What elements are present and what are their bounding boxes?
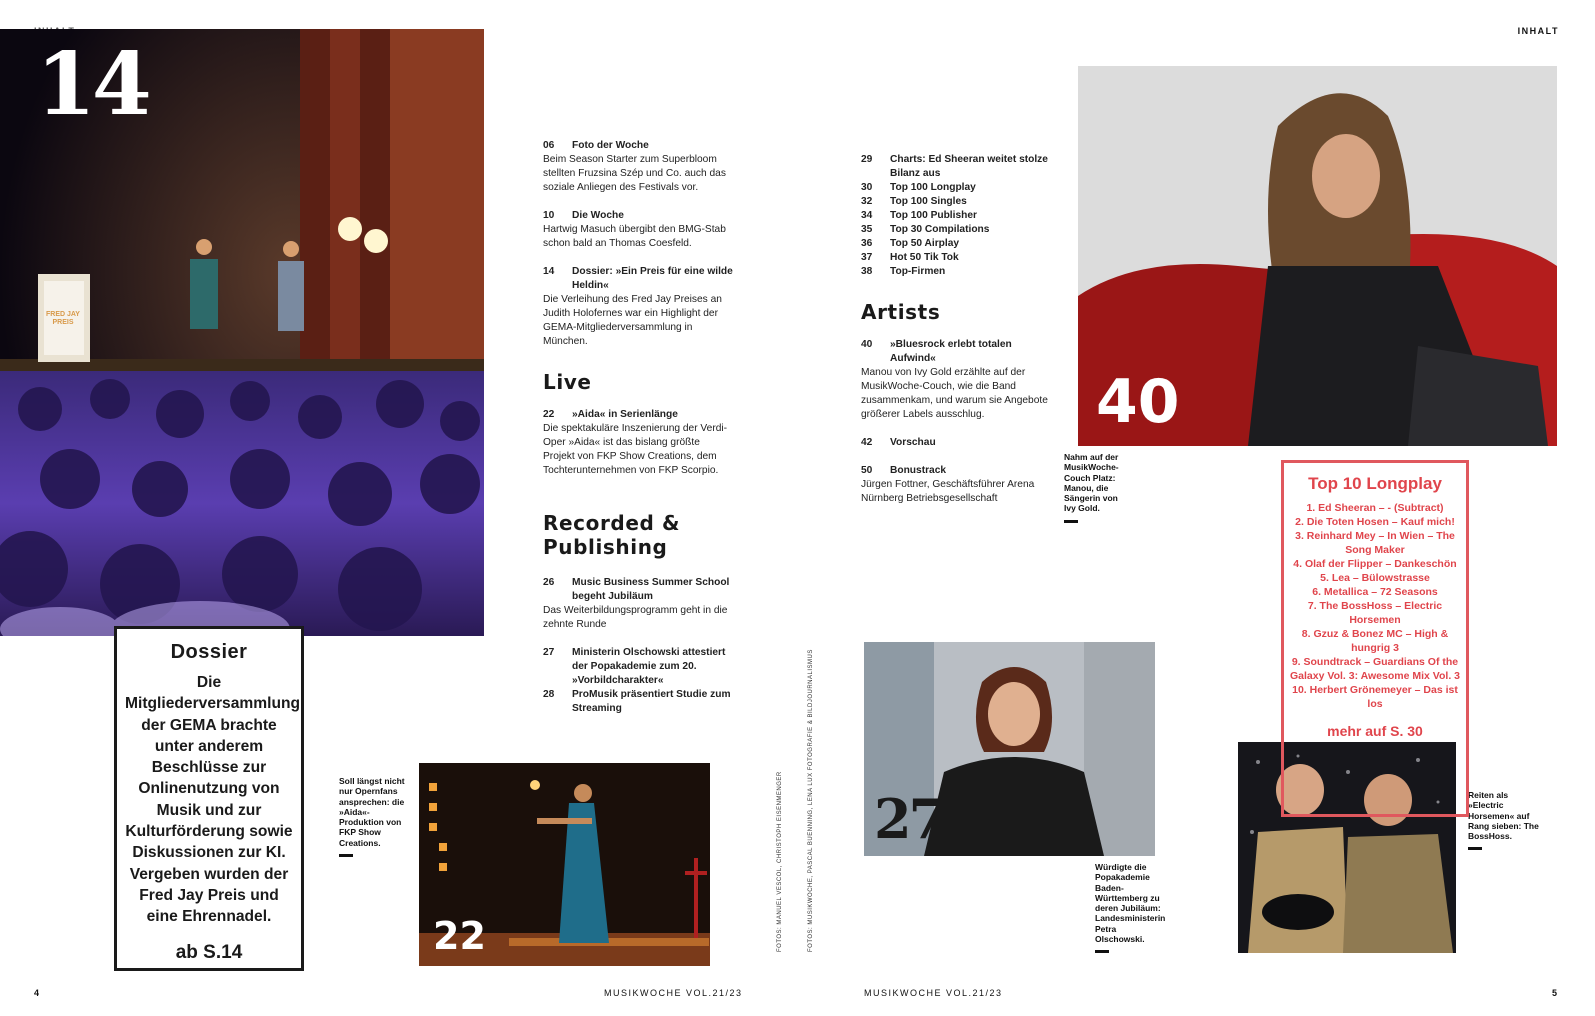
caption-ivygold: Nahm auf der MusikWoche-Couch Platz: Manou, die Sängerin von Ivy Gold. <box>1064 452 1130 523</box>
page-number-right: 5 <box>1552 988 1559 998</box>
toc-entry[interactable]: 06 Foto der Woche Beim Season Starter zum Superbloom stellten Fruzsina Szép und Co. auch das soziale Anliegen des Festivals vor. <box>543 140 726 193</box>
list-item: 7. The BossHoss – Electric Horsemen <box>1307 600 1443 626</box>
toc-recorded <box>543 576 733 730</box>
toc-entry[interactable]: 37 Hot 50 Tik Tok <box>861 252 959 263</box>
toc-entry[interactable]: 14 Dossier: »Ein Preis für eine wilde Heldin« Die Verleihung des Fred Jay Preises an Judith Holofernes war ein Highlight der GEMA-Mitgliederversammlung in München. <box>543 266 733 347</box>
toc-entry[interactable]: 27 Ministerin Olschowski attestiert der Popakademie zum 20. »Vorbildcharakter« <box>543 647 726 686</box>
section-heading-artists: Artists <box>861 300 941 324</box>
dossier-box <box>114 626 304 971</box>
toc-entry[interactable]: 42 Vorschau <box>861 437 936 448</box>
toc-entry[interactable]: 29 Charts: Ed Sheeran weitet stolze Bilanz aus <box>861 154 1048 179</box>
toc-column-1 <box>543 139 733 363</box>
section-label-right: INHALT <box>1517 26 1559 36</box>
aida-photo <box>419 763 710 966</box>
fred-jay-banner: FRED JAY PREIS <box>46 311 80 326</box>
list-item: 6. Metallica – 72 Seasons <box>1312 586 1438 598</box>
dossier-body: Die Mitgliederversammlung der GEMA brachte unter anderem Beschlüsse zur Onlinenutzung von Musik und zur Kulturförderung sowie Diskussionen zur KI. Vergeben wurden der Fred Jay Preis und eine Ehrennadel. <box>125 674 301 926</box>
list-item: 9. Soundtrack – Guardians Of the Galaxy Vol. 3: Awesome Mix Vol. 3 <box>1289 656 1460 682</box>
toc-artists <box>861 338 1051 520</box>
dossier-title: Dossier <box>170 641 248 663</box>
top10-title: Top 10 Longplay <box>1308 474 1442 493</box>
popakademie-photo <box>864 642 1155 856</box>
popakademie-page-number: 27 <box>874 787 944 851</box>
toc-charts <box>861 153 1051 279</box>
toc-entry[interactable]: 22 »Aida« in Serienlänge Die spektakuläre Inszenierung der Verdi-Oper »Aida« ist das bislang größte Projekt von FKP Show Creations, dem Tochterunternehmen von FKP Scorpio. <box>543 409 728 476</box>
toc-entry[interactable]: 36 Top 50 Airplay <box>861 238 960 249</box>
toc-entry[interactable]: 50 Bonustrack Jürgen Fottner, Geschäftsführer Arena Nürnberg Betriebsgesellschaft <box>861 465 1035 504</box>
top10-page-ref[interactable]: mehr auf S. 30 <box>1327 723 1423 739</box>
toc-entry[interactable]: 26 Music Business Summer School begeht Jubiläum Das Weiterbildungsprogramm geht in die zehnte Runde <box>543 577 730 630</box>
list-item: 8. Gzuz & Bonez MC – High & hungrig 3 <box>1301 628 1449 654</box>
toc-entry[interactable]: 28 ProMusik präsentiert Studie zum Streaming <box>543 689 731 714</box>
list-item: 5. Lea – Bülowstrasse <box>1320 572 1430 584</box>
top10-list <box>1284 501 1466 711</box>
ivygold-photo <box>1078 66 1557 446</box>
toc-live <box>543 408 733 492</box>
dossier-page-ref[interactable]: ab S.14 <box>175 941 243 963</box>
toc-entry[interactable]: 32 Top 100 Singles <box>861 196 967 207</box>
toc-entry[interactable]: 30 Top 100 Longplay <box>861 182 976 193</box>
photo-credit-left: FOTOS: MANUEL VESCOL, CHRISTOPH EISENMENGER <box>777 771 783 952</box>
list-item: 2. Die Toten Hosen – Kauf mich! <box>1295 516 1455 528</box>
hero-page-number: 14 <box>36 34 148 135</box>
section-heading-recorded: Recorded & Publishing <box>543 511 681 559</box>
toc-entry[interactable]: 38 Top-Firmen <box>861 266 946 277</box>
section-heading-live: Live <box>543 370 592 394</box>
list-item: 10. Herbert Grönemeyer – Das ist los <box>1292 684 1458 710</box>
caption-aida: Soll längst nicht nur Opernfans ansprechen: die »Aida«-Produktion von FKP Show Creations. <box>339 776 405 857</box>
photo-credit-right: FOTOS: MUSIKWOCHE, PASCAL BUENNING, LENA LUX FOTOGRAFIE & BILDJOURNALISMUS <box>808 649 814 952</box>
toc-entry[interactable]: 40 »Bluesrock erlebt totalen Aufwind« Manou von Ivy Gold erzählte auf der MusikWoche-Couch, wie die Band zusammenkam, und warum sie Angebote größerer Labels ausschlug. <box>861 339 1048 420</box>
ivygold-page-number: 40 <box>1096 367 1180 437</box>
aida-page-number: 22 <box>433 914 486 958</box>
folio-left: MUSIKWOCHE VOL.21/23 <box>604 988 743 998</box>
toc-entry[interactable]: 35 Top 30 Compilations <box>861 224 990 235</box>
toc-entry[interactable]: 10 Die Woche Hartwig Masuch übergibt den BMG-Stab schon bald an Thomas Coesfeld. <box>543 210 726 249</box>
top10-longplay-box <box>1281 460 1469 817</box>
toc-entry[interactable]: 34 Top 100 Publisher <box>861 210 977 221</box>
caption-popakademie: Würdigte die Popakademie Baden-Württemberg zu deren Jubiläum: Landesministerin Petra Olschowski. <box>1095 862 1163 953</box>
caption-bosshoss: Reiten als »Electric Horsemen« auf Rang sieben: The BossHoss. <box>1468 790 1540 850</box>
list-item: 4. Olaf der Flipper – Dankeschön <box>1293 558 1457 570</box>
page-number-left: 4 <box>34 988 41 998</box>
folio-right: MUSIKWOCHE VOL.21/23 <box>864 988 1003 998</box>
list-item: 1. Ed Sheeran – - (Subtract) <box>1306 502 1444 514</box>
list-item: 3. Reinhard Mey – In Wien – The Song Maker <box>1295 530 1455 556</box>
